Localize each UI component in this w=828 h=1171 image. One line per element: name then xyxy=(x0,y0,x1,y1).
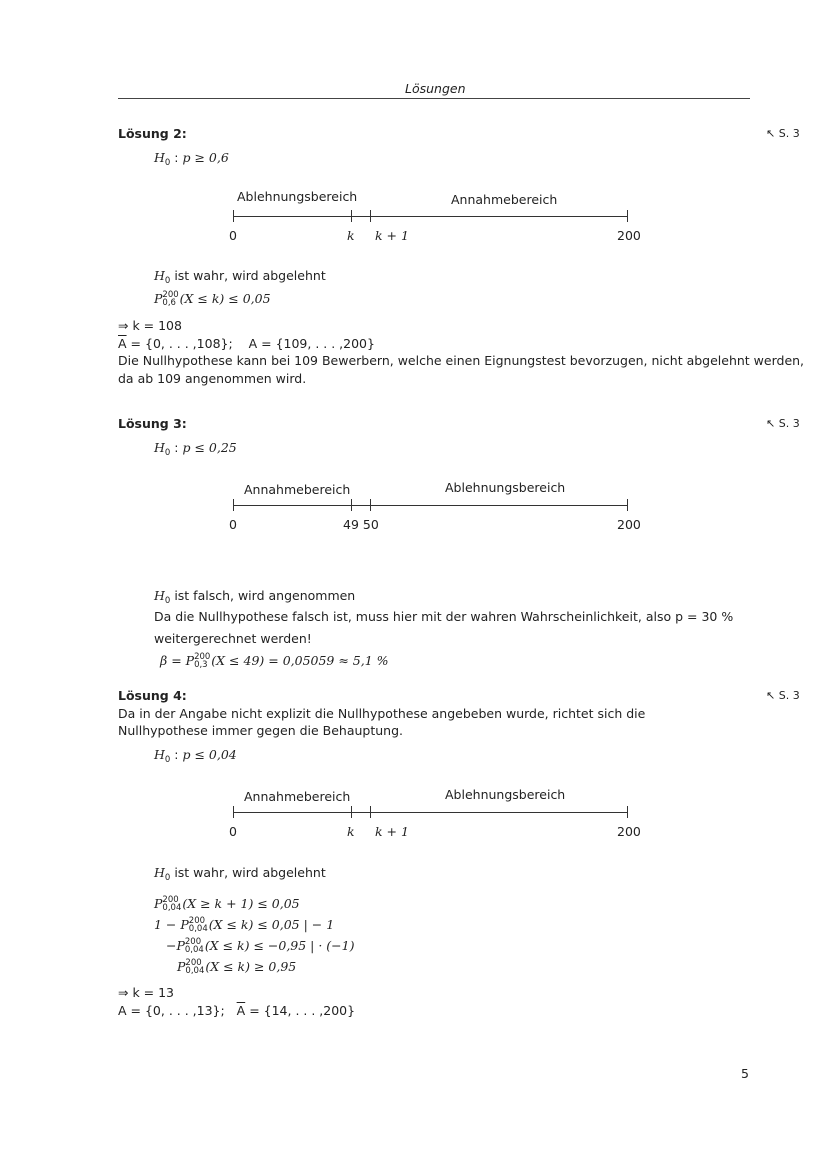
solution-3-ref[interactable]: ↖ S. 3 xyxy=(766,417,800,430)
solution-3-label-200: 200 xyxy=(617,517,641,532)
solution-2-status: $H_0$ ist wahr, wird abgelehnt xyxy=(154,268,326,286)
solution-4-right-region-label: Ablehnungsbereich xyxy=(445,787,566,802)
solution-4-equation-1: P 200 0,04 (X ≥ k + 1) ≤ 0,05 xyxy=(154,895,300,913)
solution-4-ref[interactable]: ↖ S. 3 xyxy=(766,689,800,702)
solution-2-text-line-1: Die Nullhypothese kann bei 109 Bewerbern, welche einen Eignungstest bevorzugen, nicht abgelehnt werden, xyxy=(118,353,805,368)
solution-2-probability: P 200 0,6 (X ≤ k) ≤ 0,05 xyxy=(154,290,271,308)
solution-3-hypothesis: $H_0$ : p ≤ 0,25 xyxy=(154,440,237,458)
solution-4-label-k1: k + 1 xyxy=(375,824,409,839)
running-header: Lösungen xyxy=(405,81,466,96)
solution-2-hypothesis: $H_0$ : p ≥ 0,6 xyxy=(154,150,229,168)
solution-4-status: $H_0$ ist wahr, wird abgelehnt xyxy=(154,865,326,883)
header-rule xyxy=(118,98,750,99)
solution-4-equation-2: 1 − P 200 0,04 (X ≤ k) ≤ 0,05 | − 1 xyxy=(154,916,335,934)
solution-3-tick-200 xyxy=(627,499,628,511)
solution-4-tick-k xyxy=(351,806,352,818)
solution-3-tick-0 xyxy=(233,499,234,511)
solution-4-label-0: 0 xyxy=(229,824,237,839)
solution-2-tick-0 xyxy=(233,210,234,222)
solution-3-status: $H_0$ ist falsch, wird angenommen xyxy=(154,588,356,606)
solution-3-label-49-50: 49 50 xyxy=(343,517,379,532)
solution-3-tick-50 xyxy=(370,499,371,511)
solution-4-left-region-label: Annahmebereich xyxy=(244,789,351,804)
solution-2-result: ⇒ k = 108 xyxy=(118,318,182,333)
solution-2-tick-k1 xyxy=(370,210,371,222)
solution-2-text-line-2: da ab 109 angenommen wird. xyxy=(118,371,307,386)
solution-2-label-k1: k + 1 xyxy=(375,228,409,243)
solution-2-left-region-label: Ablehnungsbereich xyxy=(237,189,358,204)
solution-2-right-region-label: Annahmebereich xyxy=(451,192,558,207)
solution-4-result: ⇒ k = 13 xyxy=(118,985,175,1000)
solution-3-left-region-label: Annahmebereich xyxy=(244,482,351,497)
solution-3-beta: β = P 200 0,3 (X ≤ 49) = 0,05059 ≈ 5,1 % xyxy=(160,652,389,670)
solution-4-equation-3: −P 200 0,04 (X ≤ k) ≤ −0,95 | · (−1) xyxy=(166,937,355,955)
solution-2-label-200: 200 xyxy=(617,228,641,243)
solution-3-right-region-label: Ablehnungsbereich xyxy=(445,480,566,495)
solution-2-number-line xyxy=(233,216,628,217)
solution-4-text-line-1: Da in der Angabe nicht explizit die Nullhypothese angebeben wurde, richtet sich die xyxy=(118,706,646,721)
solution-3-number-line xyxy=(233,505,628,506)
solution-4-label-k: k xyxy=(347,824,355,839)
solution-2-label-0: 0 xyxy=(229,228,237,243)
solution-3-tick-49 xyxy=(351,499,352,511)
solution-3-title: Lösung 3: xyxy=(118,416,187,431)
solution-4-tick-k1 xyxy=(370,806,371,818)
solution-4-sets: A = {0, . . . ,13}; $\overline{A} = \{14$, . . . ,200} xyxy=(118,1003,356,1018)
solution-4-equation-4: P 200 0,04 (X ≤ k) ≥ 0,95 xyxy=(177,958,297,976)
solution-3-label-0: 0 xyxy=(229,517,237,532)
page-number: 5 xyxy=(741,1066,749,1081)
solution-2-tick-k xyxy=(351,210,352,222)
solution-4-title: Lösung 4: xyxy=(118,688,187,703)
solution-4-hypothesis: $H_0$ : p ≤ 0,04 xyxy=(154,747,237,765)
solution-3-text-line-2: weitergerechnet werden! xyxy=(154,631,312,646)
solution-2-title: Lösung 2: xyxy=(118,126,187,141)
solution-4-number-line xyxy=(233,812,628,813)
solution-2-sets: $\overline{A} = \{0$, . . . ,108}; A = {109, . . . ,200} xyxy=(118,336,375,351)
solution-4-text-line-2: Nullhypothese immer gegen die Behauptung. xyxy=(118,723,404,738)
solution-2-ref[interactable]: ↖ S. 3 xyxy=(766,127,800,140)
solution-4-tick-200 xyxy=(627,806,628,818)
solution-4-label-200: 200 xyxy=(617,824,641,839)
solution-2-label-k: k xyxy=(347,228,355,243)
solution-2-tick-200 xyxy=(627,210,628,222)
solution-3-text-line-1: Da die Nullhypothese falsch ist, muss hier mit der wahren Wahrscheinlichkeit, also p = 30 % xyxy=(154,609,734,624)
solution-4-tick-0 xyxy=(233,806,234,818)
